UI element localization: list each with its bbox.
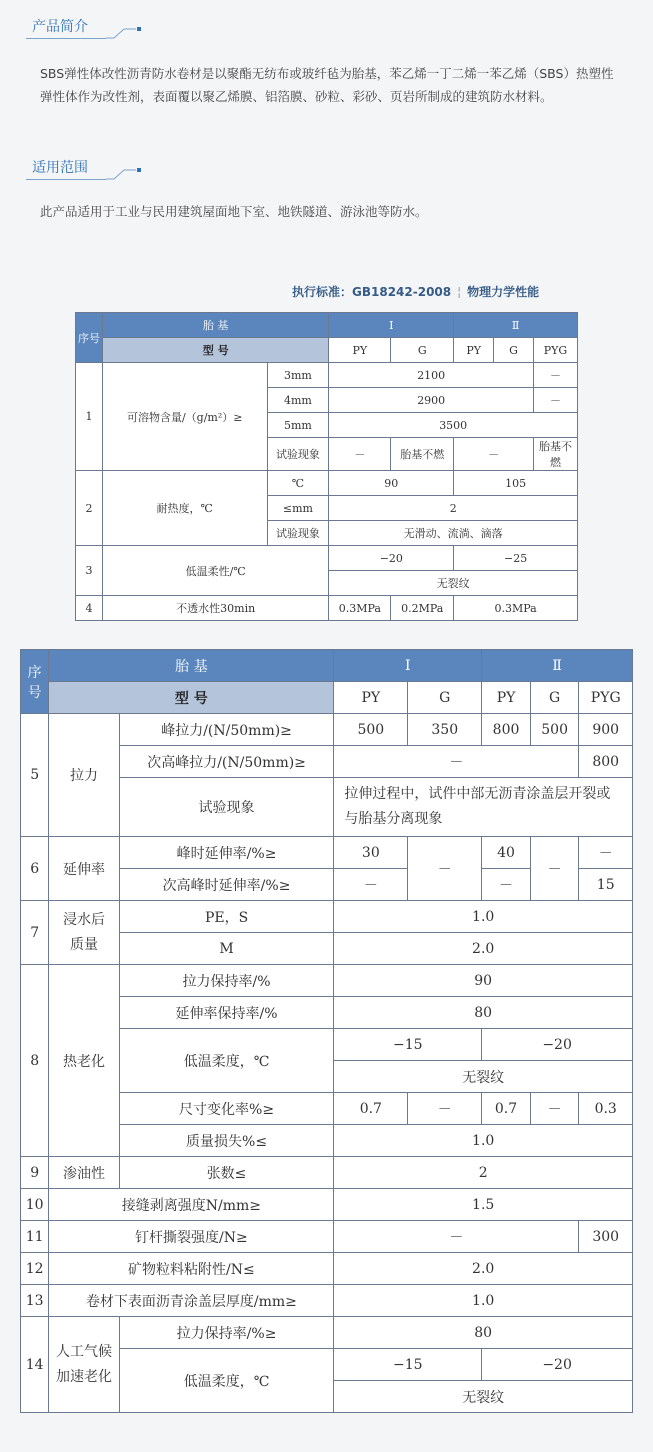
cell-value: 3500 — [329, 413, 578, 438]
cell-value: － — [408, 837, 482, 901]
row-label: 人工气候加速老化 — [49, 1317, 119, 1413]
cell-value: － — [530, 1093, 579, 1125]
cell-value: 2 — [329, 496, 578, 521]
cell-value: 40 — [482, 837, 531, 869]
sub-label: 峰时延伸率/%≥ — [119, 837, 334, 869]
sub-label: ≤mm — [267, 496, 329, 521]
header-I: Ⅰ — [334, 650, 482, 682]
row-label: 热老化 — [49, 965, 119, 1157]
row-label: 浸水后质量 — [49, 901, 119, 965]
header-pyg: PYG — [534, 338, 578, 363]
cell-value: 拉伸过程中，试件中部无沥青涂盖层开裂或与胎基分离现象 — [334, 778, 633, 837]
cell-value: － — [534, 388, 578, 413]
row-number: 1 — [76, 363, 103, 471]
row-number: 6 — [21, 837, 49, 901]
cell-value: 15 — [579, 869, 633, 901]
cell-value: 2100 — [329, 363, 534, 388]
cell-value: 800 — [482, 714, 531, 746]
heading-underline — [26, 179, 106, 180]
cell-value: 90 — [329, 471, 454, 496]
header-I: Ⅰ — [329, 313, 454, 338]
row-label: 接缝剥离强度N/mm≥ — [49, 1189, 334, 1221]
row-number: 7 — [21, 901, 49, 965]
cell-value: 105 — [454, 471, 578, 496]
row-number: 13 — [21, 1285, 49, 1317]
sub-label: ℃ — [267, 471, 329, 496]
header-py: PY — [482, 682, 531, 714]
cell-value: 0.3MPa — [454, 596, 578, 621]
cell-value: 2.0 — [334, 1253, 633, 1285]
header-base: 胎 基 — [102, 313, 328, 338]
cell-value: 80 — [334, 1317, 633, 1349]
sub-label: 5mm — [267, 413, 329, 438]
cell-value: −20 — [482, 1349, 633, 1381]
cell-value: 90 — [334, 965, 633, 997]
sub-label: 低温柔度，℃ — [119, 1349, 334, 1413]
header-py: PY — [329, 338, 391, 363]
row-number: 10 — [21, 1189, 49, 1221]
separator: ¦ — [457, 285, 462, 299]
header-g: G — [530, 682, 579, 714]
cell-value: 胎基不燃 — [391, 438, 454, 471]
cell-value: 30 — [334, 837, 408, 869]
header-py: PY — [454, 338, 494, 363]
sub-label: PE，S — [119, 901, 334, 933]
row-number: 12 — [21, 1253, 49, 1285]
cell-value: 无裂纹 — [334, 1061, 633, 1093]
header-py: PY — [334, 682, 408, 714]
intro-heading: 产品简介 — [32, 19, 88, 35]
sub-label: 4mm — [267, 388, 329, 413]
cell-value: 无裂纹 — [334, 1381, 633, 1413]
header-II: Ⅱ — [482, 650, 633, 682]
cell-value: － — [579, 837, 633, 869]
cell-value: 300 — [579, 1221, 633, 1253]
cell-value: 1.0 — [334, 1285, 633, 1317]
row-number: 2 — [76, 471, 103, 546]
row-label: 拉力 — [49, 714, 119, 837]
sub-label: 张数≤ — [119, 1157, 334, 1189]
row-label: 延伸率 — [49, 837, 119, 901]
sub-label: 3mm — [267, 363, 329, 388]
sub-label: 试验现象 — [267, 438, 329, 471]
cell-value: −15 — [334, 1349, 482, 1381]
cell-value: 0.7 — [334, 1093, 408, 1125]
header-seq: 序号 — [21, 650, 49, 714]
section-heading-intro — [26, 17, 136, 39]
section-heading-scope — [26, 158, 136, 180]
scope-heading: 适用范围 — [32, 160, 88, 176]
header-type: 型 号 — [49, 682, 334, 714]
cell-value: 无裂纹 — [329, 571, 578, 596]
cell-value: 500 — [334, 714, 408, 746]
sub-label: 质量损失%≤ — [119, 1125, 334, 1157]
cell-value: － — [334, 1221, 579, 1253]
row-label: 耐热度，℃ — [102, 471, 267, 546]
header-g: G — [494, 338, 534, 363]
heading-underline — [26, 38, 106, 39]
sub-label: 试验现象 — [267, 521, 329, 546]
row-number: 5 — [21, 714, 49, 837]
cell-value: 2.0 — [334, 933, 633, 965]
cell-value: 无滑动、流淌、滴落 — [329, 521, 578, 546]
cell-value: 1.5 — [334, 1189, 633, 1221]
cell-value: −20 — [482, 1029, 633, 1061]
cell-value: 0.3MPa — [329, 596, 391, 621]
sub-label: 次高峰拉力/(N/50mm)≥ — [119, 746, 334, 778]
row-label: 可溶物含量/（g/m²）≥ — [102, 363, 267, 471]
cell-value: － — [454, 438, 534, 471]
row-label: 低温柔性/℃ — [102, 546, 328, 596]
heading-arrow-icon — [106, 168, 146, 180]
sub-label: 试验现象 — [119, 778, 334, 837]
cell-value: 0.2MPa — [391, 596, 454, 621]
row-number: 3 — [76, 546, 103, 596]
sub-label: M — [119, 933, 334, 965]
row-label: 渗油性 — [49, 1157, 119, 1189]
header-g: G — [408, 682, 482, 714]
cell-value: － — [534, 363, 578, 388]
cell-value: 900 — [579, 714, 633, 746]
sub-label: 拉力保持率/% — [119, 965, 334, 997]
header-type: 型 号 — [102, 338, 328, 363]
row-number: 8 — [21, 965, 49, 1157]
standard-code: 执行标准：GB18242-2008 — [292, 285, 452, 299]
standard-title — [292, 283, 592, 300]
cell-value: － — [482, 869, 531, 901]
header-base: 胎 基 — [49, 650, 334, 682]
intro-paragraph: SBS弹性体改性沥青防水卷材是以聚酯无纺布或玻纤毡为胎基，苯乙烯一丁二烯一苯乙烯（SBS）热塑性弹性体作为改性剂，表面覆以聚乙烯膜、铝箔膜、砂粒、彩砂、页岩所制成的建筑防水材料。 — [40, 66, 614, 104]
cell-value: 胎基不燃 — [534, 438, 578, 471]
standard-subtitle: 物理力学性能 — [467, 285, 540, 299]
header-II: Ⅱ — [454, 313, 578, 338]
cell-value: 500 — [530, 714, 579, 746]
row-label: 不透水性30min — [102, 596, 328, 621]
cell-value: 1.0 — [334, 901, 633, 933]
properties-table-1 — [75, 312, 578, 621]
cell-value: 2900 — [329, 388, 534, 413]
cell-value: － — [530, 837, 579, 901]
header-seq: 序号 — [76, 313, 103, 363]
sub-label: 次高峰时延伸率/%≥ — [119, 869, 334, 901]
cell-value: － — [408, 1093, 482, 1125]
cell-value: － — [329, 438, 391, 471]
row-label: 卷材下表面沥青涂盖层厚度/mm≥ — [49, 1285, 334, 1317]
properties-table-2 — [20, 649, 633, 1413]
cell-value: 0.7 — [482, 1093, 531, 1125]
cell-value: 0.3 — [579, 1093, 633, 1125]
header-pyg: PYG — [579, 682, 633, 714]
cell-value: −20 — [329, 546, 454, 571]
row-label: 钉杆撕裂强度/N≥ — [49, 1221, 334, 1253]
cell-value: 80 — [334, 997, 633, 1029]
cell-value: － — [334, 869, 408, 901]
cell-value: −15 — [334, 1029, 482, 1061]
sub-label: 低温柔度，℃ — [119, 1029, 334, 1093]
cell-value: 350 — [408, 714, 482, 746]
header-g: G — [391, 338, 454, 363]
cell-value: － — [334, 746, 579, 778]
cell-value: −25 — [454, 546, 578, 571]
row-number: 4 — [76, 596, 103, 621]
cell-value: 1.0 — [334, 1125, 633, 1157]
cell-value: 800 — [579, 746, 633, 778]
row-number: 11 — [21, 1221, 49, 1253]
row-number: 9 — [21, 1157, 49, 1189]
sub-label: 峰拉力/(N/50mm)≥ — [119, 714, 334, 746]
row-label: 矿物粒料粘附性/N≤ — [49, 1253, 334, 1285]
cell-value: 2 — [334, 1157, 633, 1189]
heading-arrow-icon — [106, 27, 146, 39]
sub-label: 尺寸变化率%≥ — [119, 1093, 334, 1125]
sub-label: 延伸率保持率/% — [119, 997, 334, 1029]
sub-label: 拉力保持率/%≥ — [119, 1317, 334, 1349]
scope-paragraph: 此产品适用于工业与民用建筑屋面地下室、地铁隧道、游泳池等防水。 — [40, 204, 428, 219]
row-number: 14 — [21, 1317, 49, 1413]
